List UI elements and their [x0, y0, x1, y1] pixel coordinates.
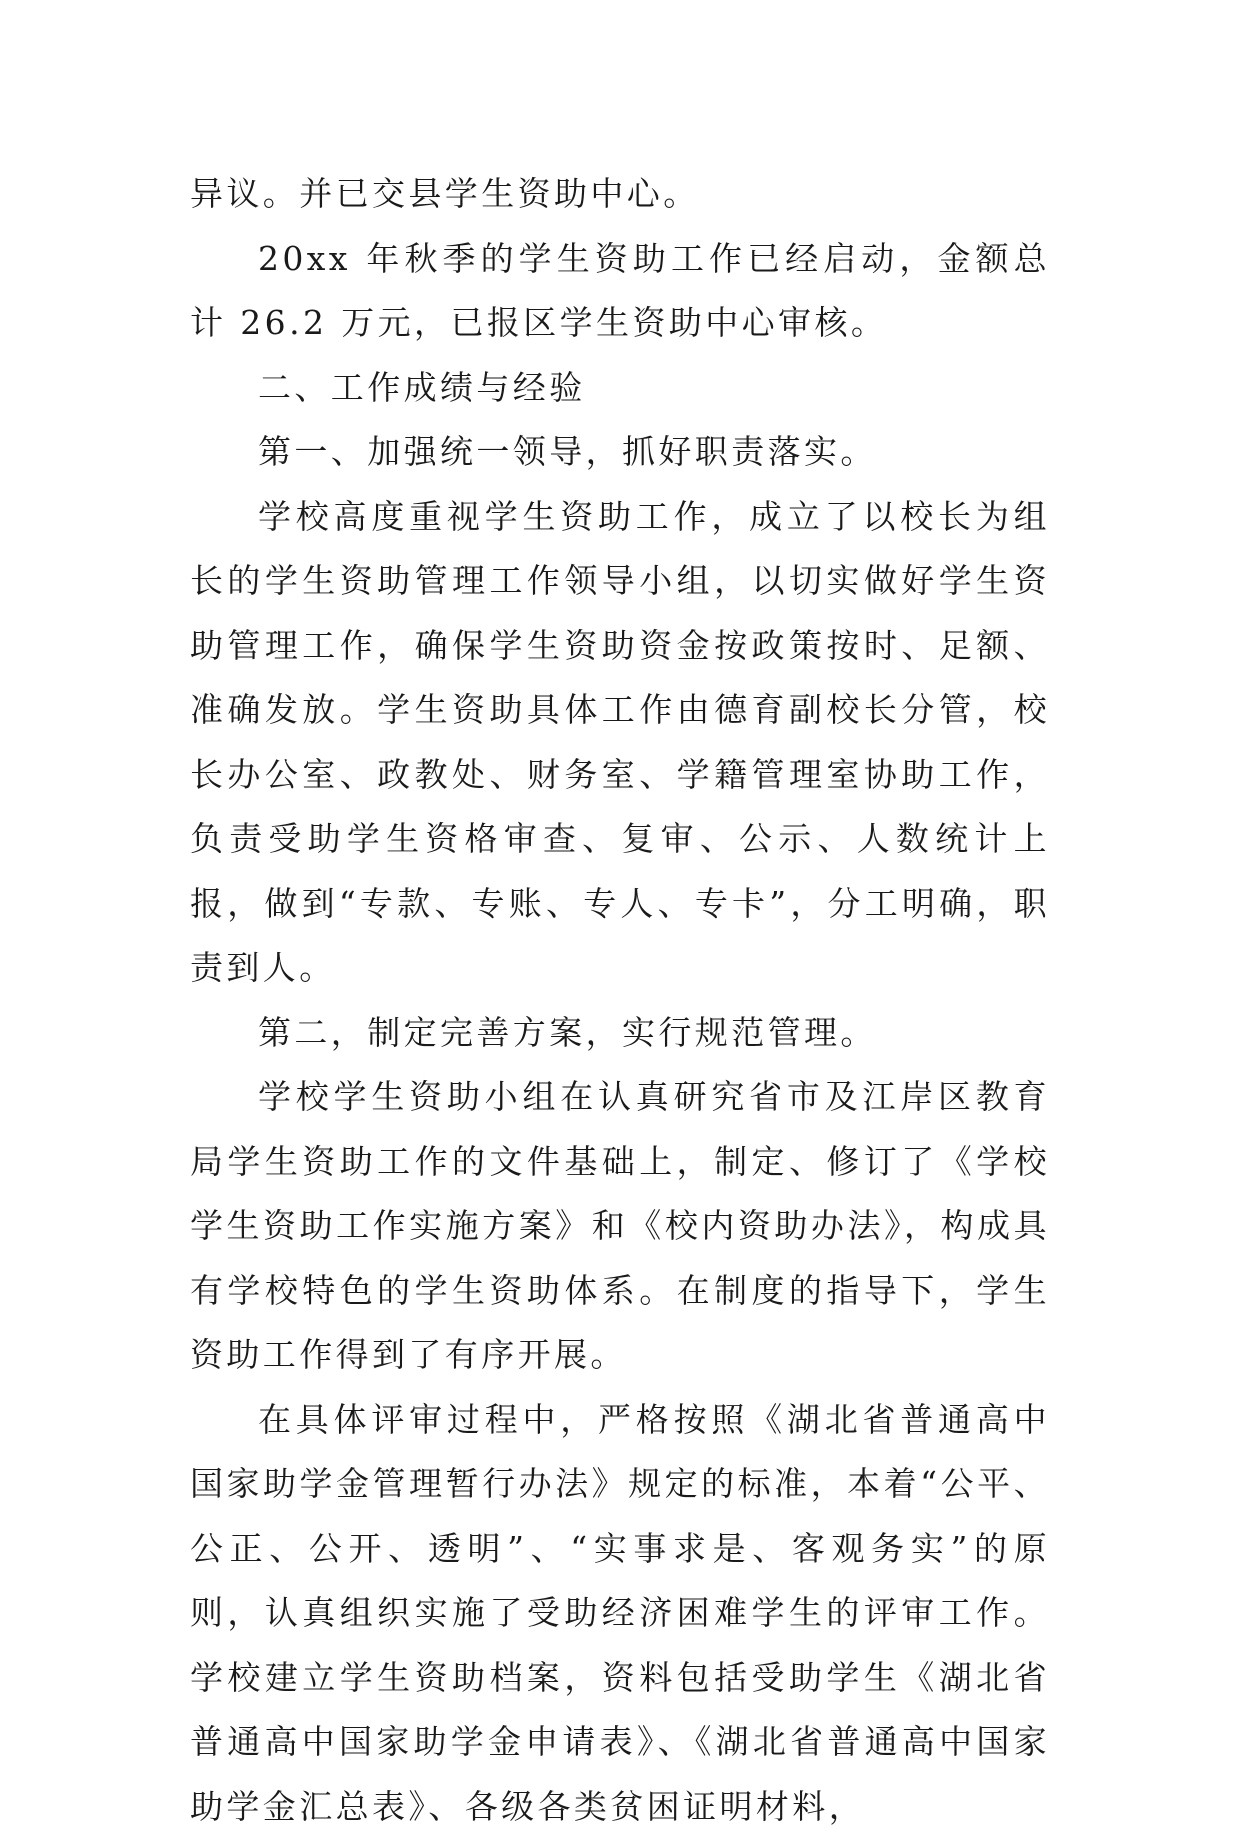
- subheading-management: 第二，制定完善方案，实行规范管理。: [190, 1001, 1050, 1066]
- paragraph-continuation: 异议。并已交县学生资助中心。: [190, 162, 1050, 227]
- document-body: [190, 162, 1050, 1839]
- paragraph-management: 学校学生资助小组在认真研究省市及江岸区教育局学生资助工作的文件基础上，制定、修订了《学校学生资助工作实施方案》和《校内资助办法》，构成具有学校特色的学生资助体系。在制度的指导下，学生资助工作得到了有序开展。: [190, 1065, 1050, 1388]
- paragraph-leadership: 学校高度重视学生资助工作，成立了以校长为组长的学生资助管理工作领导小组，以切实做好学生资助管理工作，确保学生资助资金按政策按时、足额、准确发放。学生资助具体工作由德育副校长分管，校长办公室、政教处、财务室、学籍管理室协助工作，负责受助学生资格审查、复审、公示、人数统计上报，做到“专款、专账、专人、专卡”，分工明确，职责到人。: [190, 485, 1050, 1001]
- section-heading-achievements: 二、工作成绩与经验: [190, 356, 1050, 421]
- paragraph-autumn-funding: 20xx 年秋季的学生资助工作已经启动，金额总计 26.2 万元，已报区学生资助中心审核。: [190, 227, 1050, 356]
- paragraph-review-process: 在具体评审过程中，严格按照《湖北省普通高中国家助学金管理暂行办法》规定的标准，本着“公平、公正、公开、透明”、“实事求是、客观务实”的原则，认真组织实施了受助经济困难学生的评审工作。学校建立学生资助档案，资料包括受助学生《湖北省普通高中国家助学金申请表》、《湖北省普通高中国家助学金汇总表》、各级各类贫困证明材料，: [190, 1388, 1050, 1839]
- subheading-leadership: 第一、加强统一领导，抓好职责落实。: [190, 420, 1050, 485]
